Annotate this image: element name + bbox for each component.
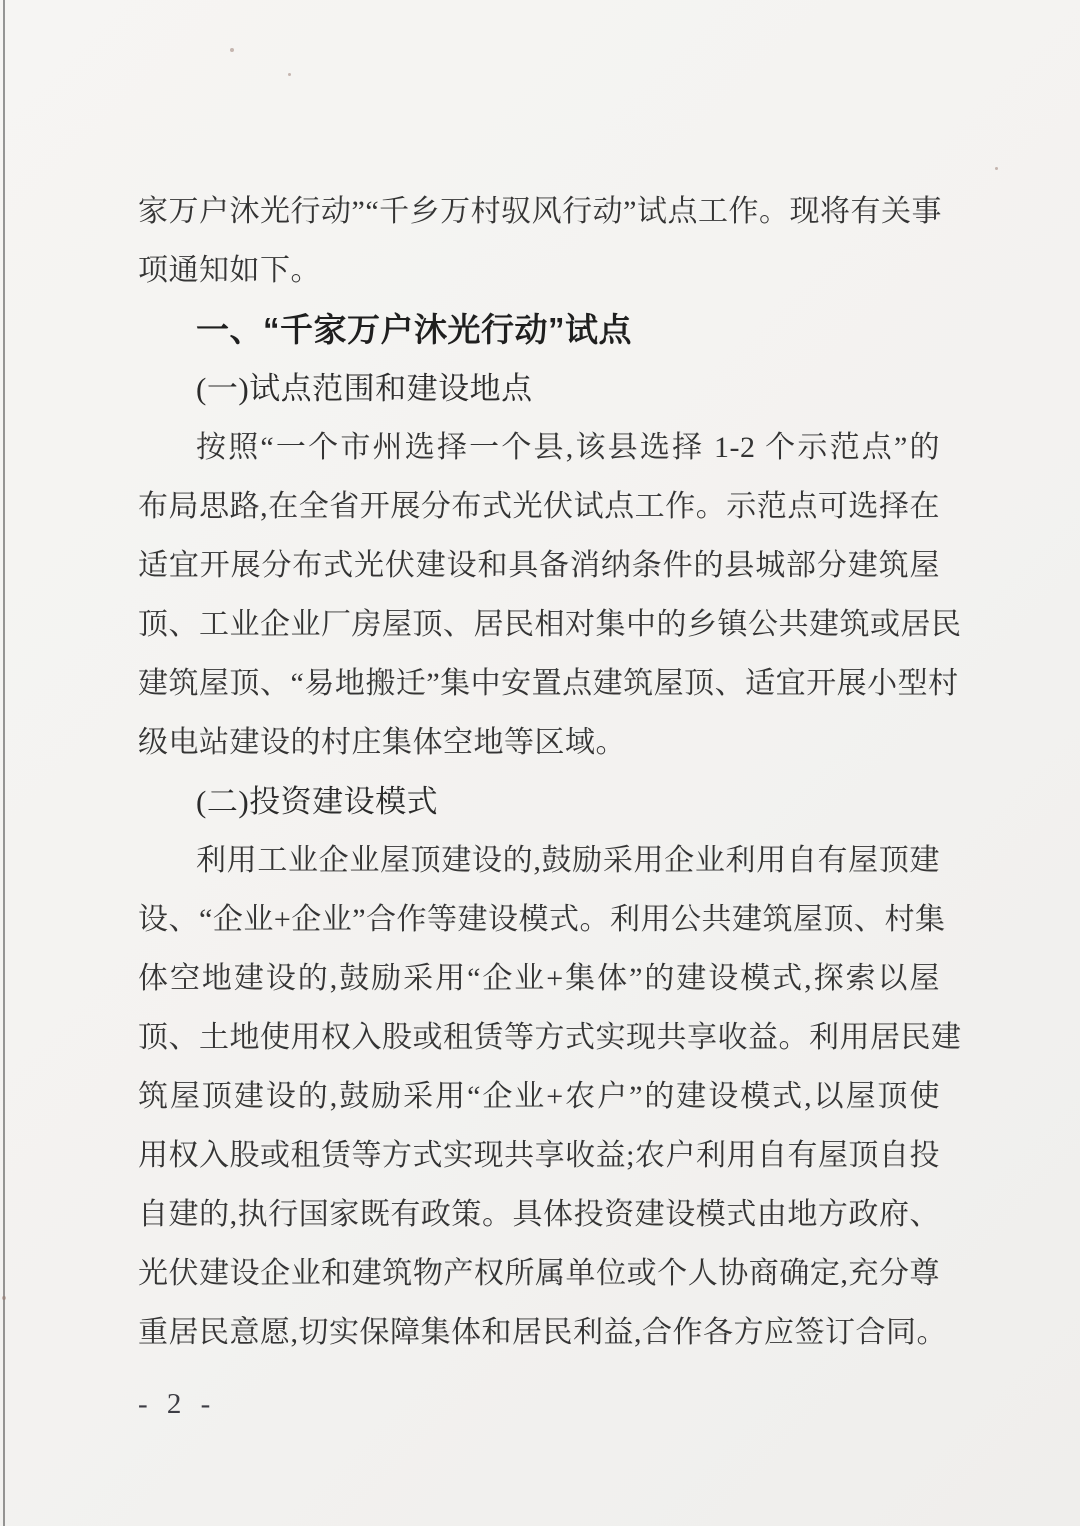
- text-line: 家万户沐光行动”“千乡万村驭风行动”试点工作。现将有关事: [138, 195, 942, 228]
- text-line: 项通知如下。: [138, 254, 321, 287]
- text-line: 筑屋顶建设的,鼓励采用“企业+农户”的建设模式,以屋顶使: [138, 1080, 940, 1113]
- text-line: 适宜开展分布式光伏建设和具备消纳条件的县城部分建筑屋: [138, 549, 940, 582]
- text-line: 体空地建设的,鼓励采用“企业+集体”的建设模式,探索以屋: [138, 962, 940, 995]
- text-line: 设、“企业+企业”合作等建设模式。利用公共建筑屋顶、村集: [138, 903, 946, 936]
- text-line: 布局思路,在全省开展分布式光伏试点工作。示范点可选择在: [138, 490, 940, 523]
- document-body: [138, 186, 962, 1366]
- scan-speck: [230, 48, 234, 52]
- page-number: - 2 -: [138, 1388, 217, 1420]
- text-line: 用权入股或租赁等方式实现共享收益;农户利用自有屋顶自投: [138, 1139, 940, 1172]
- scan-speck: [995, 167, 998, 170]
- scan-speck: [2, 1296, 6, 1300]
- sub-heading: (一)试点范围和建设地点: [196, 371, 533, 406]
- section-heading: 一、“千家万户沐光行动”试点: [196, 311, 632, 348]
- text-line: 利用工业企业屋顶建设的,鼓励采用企业利用自有屋顶建: [196, 844, 940, 877]
- sub-heading: (二)投资建设模式: [196, 784, 439, 819]
- text-line: 按照“一个市州选择一个县,该县选择 1-2 个示范点”的: [196, 431, 940, 464]
- text-line: 级电站建设的村庄集体空地等区域。: [138, 726, 626, 759]
- scan-speck: [288, 73, 291, 76]
- text-line: 光伏建设企业和建筑物产权所属单位或个人协商确定,充分尊: [138, 1257, 940, 1290]
- text-line: 重居民意愿,切实保障集体和居民利益,合作各方应签订合同。: [138, 1316, 947, 1349]
- text-line: 自建的,执行国家既有政策。具体投资建设模式由地方政府、: [138, 1198, 940, 1231]
- text-line: 建筑屋顶、“易地搬迁”集中安置点建筑屋顶、适宜开展小型村: [138, 667, 959, 700]
- text-line: 顶、工业企业厂房屋顶、居民相对集中的乡镇公共建筑或居民: [138, 608, 962, 641]
- text-line: 顶、土地使用权入股或租赁等方式实现共享收益。利用居民建: [138, 1021, 962, 1054]
